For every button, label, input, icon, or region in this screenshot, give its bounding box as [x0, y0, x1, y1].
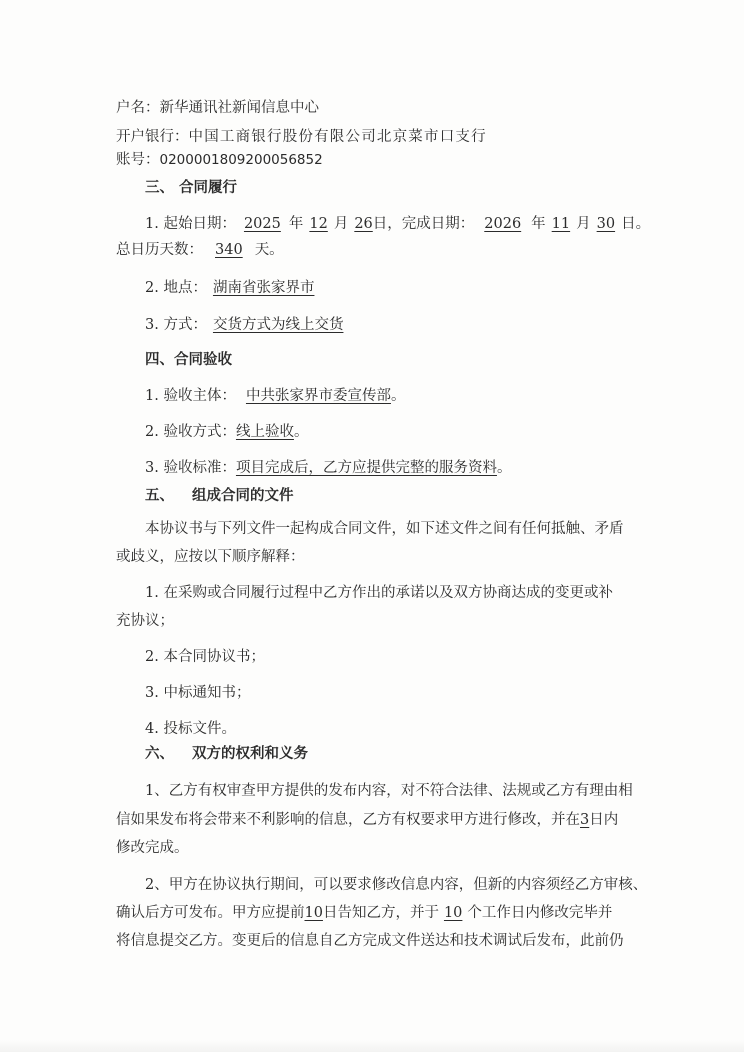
p1-line2-tail: 日内	[589, 812, 619, 828]
p2-line2-tail: 个工作日内修改完毕并	[467, 905, 613, 921]
section6-p1-line2	[116, 810, 618, 830]
method-value: 交货方式为线上交货	[212, 317, 344, 333]
section5-heading	[145, 486, 294, 506]
section3-item1-dates	[145, 214, 650, 234]
bank-line	[116, 127, 487, 147]
section6-number: 六、	[145, 745, 174, 762]
account-no-line	[116, 150, 323, 170]
p2-notice-days: 10	[304, 905, 323, 921]
month-char-1: 月	[333, 216, 349, 232]
section6-p2-line1: 2、甲方在协议执行期间，可以要求修改信息内容，但新的内容须经乙方审核、	[145, 877, 648, 893]
section5-item2: 2. 本合同协议书；	[145, 649, 265, 665]
end-year: 2026	[484, 216, 522, 232]
section3-item2	[145, 278, 320, 298]
total-days-line	[116, 240, 284, 260]
start-year: 2025	[243, 216, 281, 232]
end-month: 11	[551, 216, 571, 232]
start-day: 26	[354, 216, 373, 232]
section6-p2-line3: 将信息提交乙方。变更后的信息自乙方完成文件送达和技术调试后发布，此前仍	[116, 933, 624, 949]
day-separator: 日，完成日期：	[372, 216, 475, 232]
p1-days: 3	[580, 812, 590, 828]
acceptance-subject-value: 中共张家界市委宣传部	[245, 388, 391, 404]
section6-title: 双方的权利和义务	[192, 745, 308, 762]
p2-line2-text: 确认后方可发布。甲方应提前	[116, 905, 305, 921]
section5-number: 五、	[145, 487, 174, 504]
account-name-value: 新华通讯社新闻信息中心	[159, 100, 319, 116]
period-1: 。	[390, 388, 406, 404]
section4-item2	[145, 422, 308, 442]
section3-item3	[145, 315, 357, 335]
section5-intro-line2: 或歧义，应按以下顺序解释：	[116, 549, 305, 565]
acceptance-standard-value: 项目完成后，乙方应提供完整的服务资料	[235, 460, 497, 476]
section6-p2-line2	[116, 903, 612, 923]
start-month: 12	[309, 216, 328, 232]
section6-p1-line1: 1、乙方有权审查甲方提供的发布内容，对不符合法律、法规或乙方有理由相	[145, 783, 633, 799]
account-name-label: 户名：	[116, 100, 160, 116]
section3-heading: 三、 合同履行	[145, 179, 238, 196]
acceptance-method-label: 2. 验收方式：	[145, 424, 236, 440]
total-days-unit: 天。	[254, 242, 284, 258]
period-3: 。	[496, 460, 512, 476]
scan-shadow	[0, 1040, 744, 1052]
year-char-2: 年	[531, 216, 546, 232]
day-end: 日。	[621, 216, 651, 232]
location-label: 2. 地点：	[145, 280, 207, 296]
section4-heading: 四、合同验收	[145, 351, 232, 368]
section6-p1-line3: 修改完成。	[116, 840, 189, 856]
p2-workdays: 10	[443, 905, 463, 921]
section5-title: 组成合同的文件	[192, 487, 294, 504]
period-2: 。	[293, 424, 309, 440]
item1-prefix: 1. 起始日期：	[145, 216, 236, 232]
section6-heading	[145, 744, 308, 764]
p2-line2-mid: 日告知乙方，并于	[322, 905, 439, 921]
section5-item1-line1: 1. 在采购或合同履行过程中乙方作出的承诺以及双方协商达成的变更或补	[145, 585, 613, 601]
end-day: 30	[596, 216, 616, 232]
bank-value: 中国工商银行股份有限公司北京菜市口支行	[188, 129, 487, 145]
section5-item3: 3. 中标通知书；	[145, 685, 251, 701]
location-value: 湖南省张家界市	[212, 280, 315, 296]
total-days-label: 总日历天数：	[116, 242, 203, 258]
section5-intro-line1: 本协议书与下列文件一起构成合同文件，如下述文件之间有任何抵触、矛盾	[145, 521, 624, 537]
total-days-value: 340	[215, 242, 243, 258]
account-name-line	[116, 98, 319, 118]
acceptance-subject-label: 1. 验收主体：	[145, 388, 236, 404]
p1-line2-text: 信如果发布将会带来不利影响的信息，乙方有权要求甲方进行修改，并在	[116, 812, 580, 828]
bank-label: 开户银行：	[116, 129, 189, 145]
account-no-label: 账号：	[116, 152, 160, 168]
section5-item4: 4. 投标文件。	[145, 721, 236, 737]
month-char-2: 月	[576, 216, 591, 232]
section5-item1-line2: 充协议；	[116, 613, 174, 629]
method-label: 3. 方式：	[145, 317, 207, 333]
acceptance-method-value: 线上验收	[235, 424, 294, 440]
acceptance-standard-label: 3. 验收标准：	[145, 460, 236, 476]
section4-item3	[145, 458, 511, 478]
account-no-value: 0200001809200056852	[159, 152, 323, 168]
section4-item1	[145, 386, 405, 406]
year-char-1: 年	[288, 216, 304, 232]
